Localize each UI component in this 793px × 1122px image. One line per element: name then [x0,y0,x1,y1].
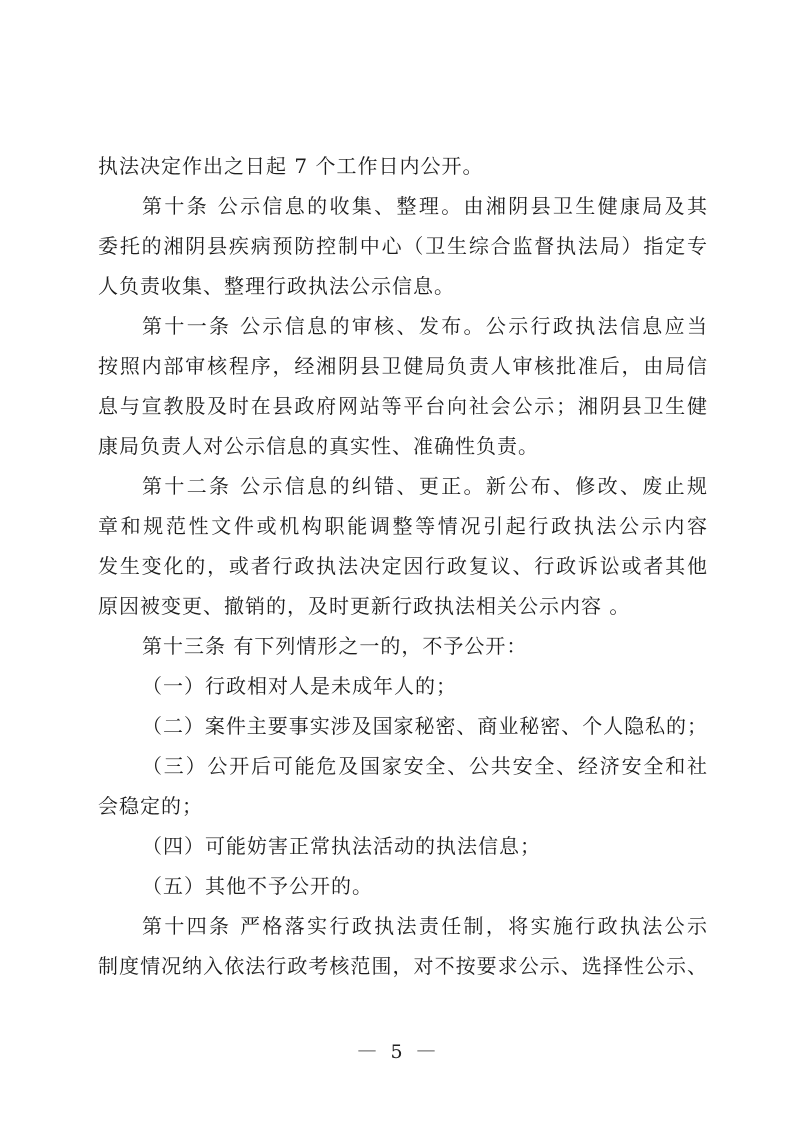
text-line: 人负责收集、整理行政执法公示信息。 [98,274,455,298]
footer-dash-left: — [357,1039,377,1061]
text-line: （五）其他不予公开的。 [142,874,373,898]
footer-dash-right: — [416,1039,436,1061]
text-line: 第十条 公示信息的收集、整理。由湘阴县卫生健康局及其 [142,194,707,218]
text-line: 执法决定作出之日起 7 个工作日内公开。 [98,154,484,178]
text-line: 息与宣教股及时在县政府网站等平台向社会公示；湘阴县卫生健 [98,394,707,418]
page-footer [0,1040,793,1064]
text-line: 按照内部审核程序，经湘阴县卫健局负责人审核批准后，由局信 [98,354,707,378]
text-line: 制度情况纳入依法行政考核范围，对不按要求公示、选择性公示、 [98,954,707,978]
text-line: 第十一条 公示信息的审核、发布。公示行政执法信息应当 [142,314,707,338]
text-line: 第十二条 公示信息的纠错、更正。新公布、修改、废止规 [142,474,707,498]
text-line: 康局负责人对公示信息的真实性、准确性负责。 [98,434,539,458]
text-line: （三）公开后可能危及国家安全、公共安全、经济安全和社 [142,754,707,778]
text-line: （一）行政相对人是未成年人的； [142,674,457,698]
document-body [98,146,707,986]
text-line: 会稳定的； [98,794,203,818]
text-line: 第十四条 严格落实行政执法责任制，将实施行政执法公示 [142,914,707,938]
text-line: （二）案件主要事实涉及国家秘密、商业秘密、个人隐私的； [142,714,707,738]
text-line: 原因被变更、撤销的，及时更新行政执法相关公示内容 。 [98,594,631,618]
text-line: 委托的湘阴县疾病预防控制中心（卫生综合监督执法局）指定专 [98,234,707,258]
text-line: （四）可能妨害正常执法活动的执法信息； [142,834,541,858]
text-line: 章和规范性文件或机构职能调整等情况引起行政执法公示内容 [98,514,707,538]
text-line: 第十三条 有下列情形之一的，不予公开： [142,634,528,658]
text-line: 发生变化的，或者行政执法决定因行政复议、行政诉讼或者其他 [98,554,707,578]
page-number: 5 [390,1041,403,1063]
